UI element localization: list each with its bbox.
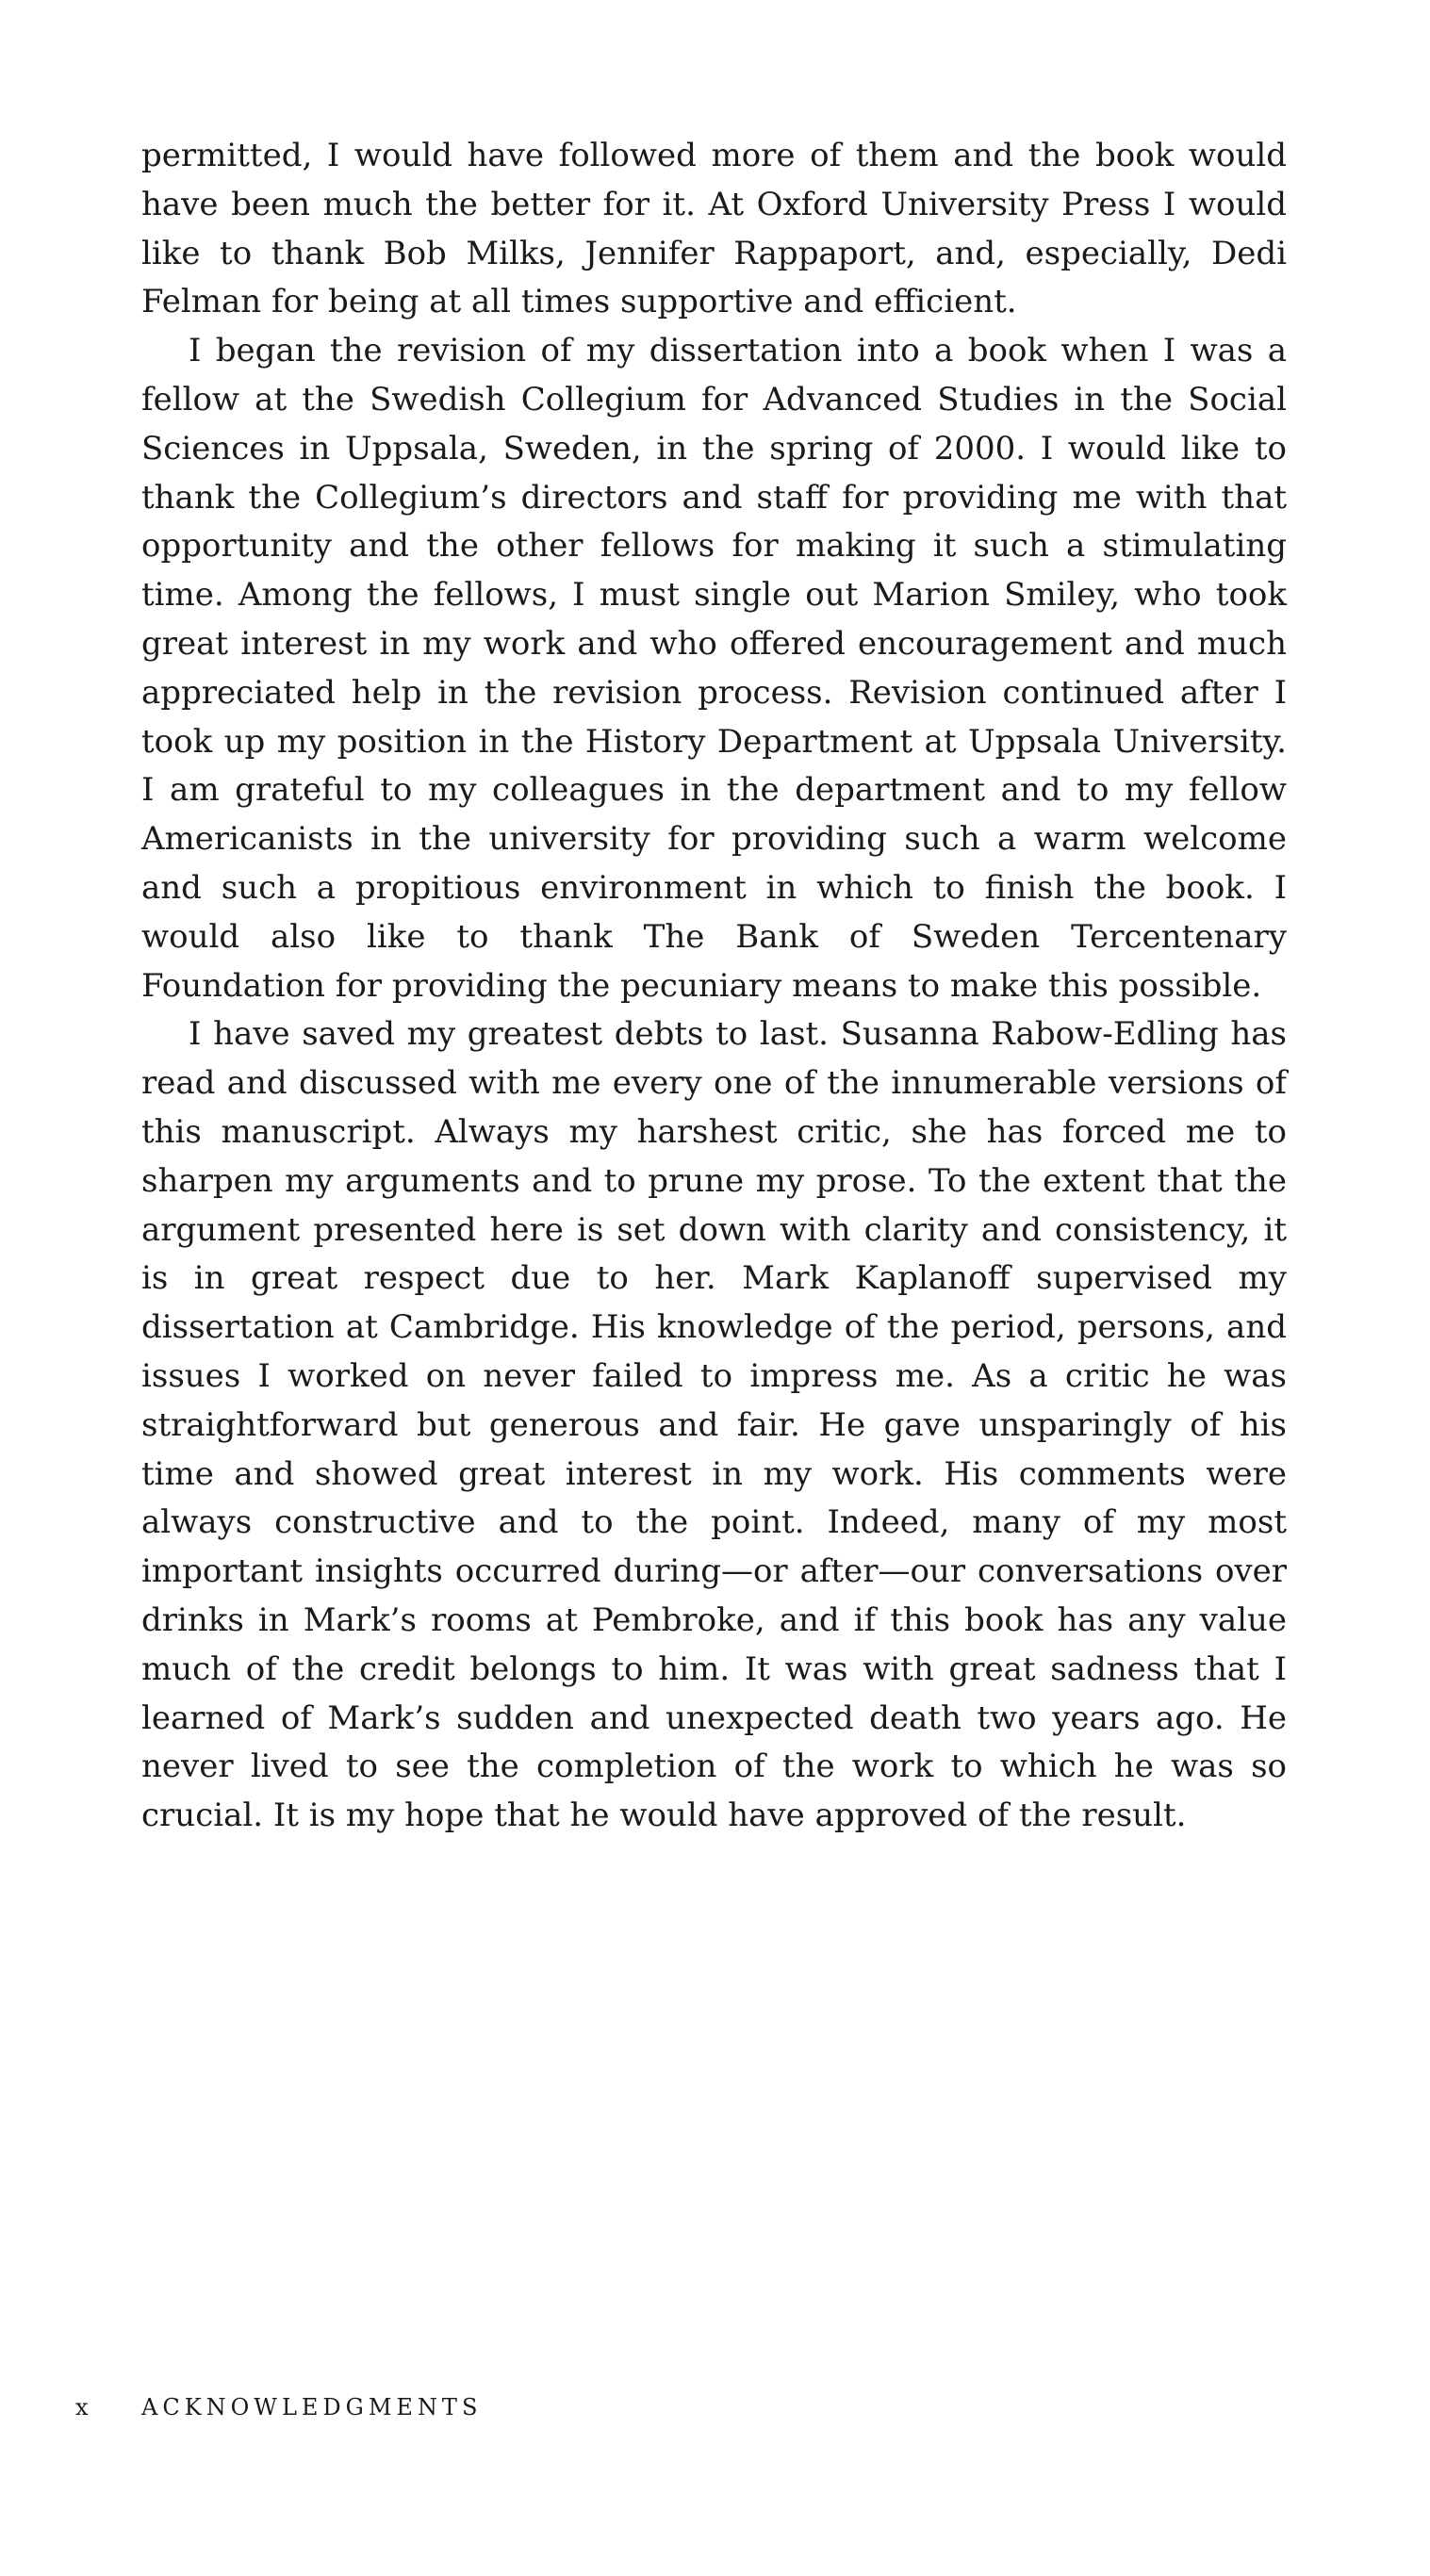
- paragraph-greatest-debts: I have saved my greatest debts to last. Susanna Rabow-Edling has read and discussed with me every one of the innumerable versions of this manuscript. Always my harshest critic, she has forced me to sharpen my arguments and to prune my prose. To the extent that the argument presented here is set down with clarity and consistency, it is in great respect due to her. Mark Kaplanoff supervised my dissertation at Cambridge. His knowledge of the period, persons, and issues I worked on never failed to impress me. As a critic he was straightforward but generous and fair. He gave unsparingly of his time and showed great interest in my work. His comments were always constructive and to the point. Indeed, many of my most important insights occurred during—or after—our conversations over drinks in Mark’s rooms at Pembroke, and if this book has any value much of the credit belongs to him. It was with great sadness that I learned of Mark’s sudden and unexpected death two years ago. He never lived to see the completion of the work to which he was so crucial. It is my hope that he would have approved of the result.: [141, 1015, 1287, 1835]
- page-footer: [75, 2394, 482, 2420]
- paragraph-collegium: I began the revision of my dissertation into a book when I was a fellow at the Swedish Collegium for Advanced Studies in the Social Sciences in Uppsala, Sweden, in the spring of 2000. I would like to thank the Collegium’s directors and staff for providing me with that opportunity and the other fellows for making it such a stimulating time. Among the fellows, I must single out Marion Smiley, who took great interest in my work and who offered encouragement and much appreciated help in the revision process. Revision continued after I took up my position in the History Department at Uppsala University. I am grateful to my colleagues in the department and to my fellow Americanists in the university for providing such a warm welcome and such a propitious environment in which to finish the book. I would also like to thank The Bank of Sweden Tercentenary Foundation for providing the pecuniary means to make this possible.: [141, 332, 1287, 1005]
- page-number: x: [75, 2394, 90, 2420]
- running-head: ACKNOWLEDGMENTS: [141, 2394, 483, 2420]
- paragraph-continued: permitted, I would have followed more of them and the book would have been much the better for it. At Oxford University Press I would like to thank Bob Milks, Jennifer Rappaport, and, especially, Dedi Felman for being at all times supportive and efficient.: [141, 137, 1287, 321]
- body-text: [141, 132, 1287, 1841]
